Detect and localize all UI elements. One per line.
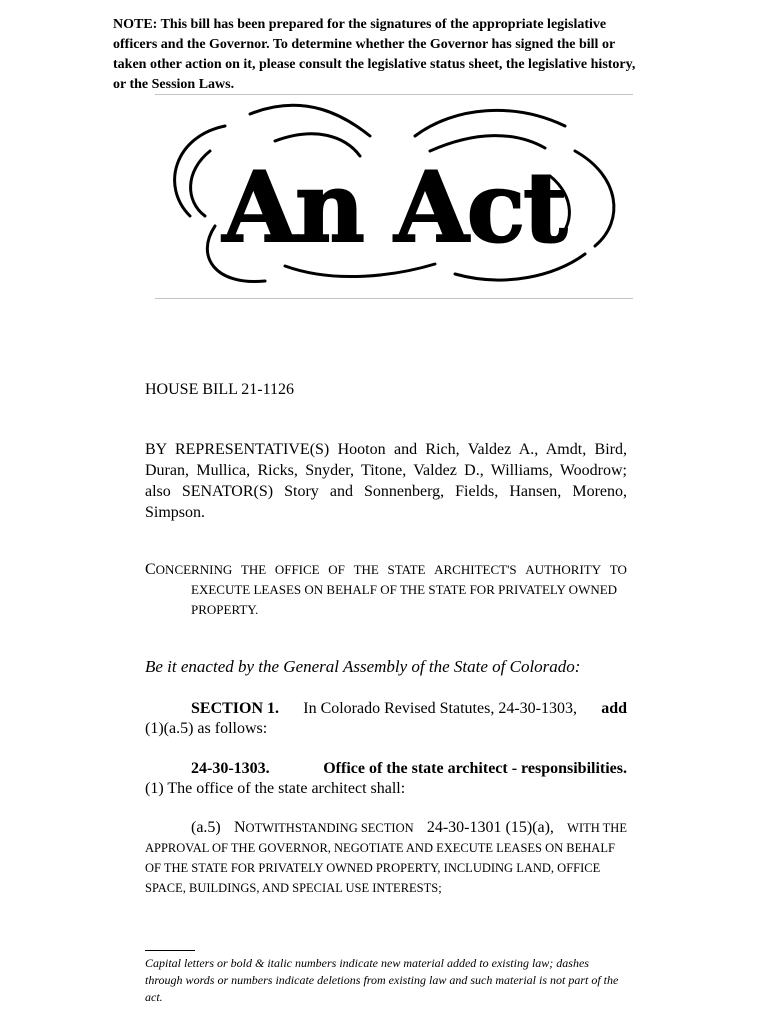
title-word: ARCHITECT'S xyxy=(434,562,517,577)
title-word: THE xyxy=(353,562,379,577)
enacting-clause: Be it enacted by the General Assembly of the State of Colorado: xyxy=(145,657,581,676)
an-act-text: An Act xyxy=(222,151,566,264)
bill-title xyxy=(145,560,627,620)
section-1 xyxy=(145,699,627,739)
title-word: OFFICE xyxy=(274,562,320,577)
paragraph-initial: N xyxy=(233,819,246,836)
bill-title-line-2: EXECUTE LEASES ON BEHALF OF THE STATE FOR PRIVATELY OWNED xyxy=(191,582,618,597)
statute-heading: Office of the state architect - responsibilities. xyxy=(323,760,627,777)
paragraph-label: (a.5) xyxy=(191,819,221,836)
statute-number: 24-30-1303. xyxy=(191,760,270,777)
section-text-line-2: (1)(a.5) as follows: xyxy=(145,720,268,737)
paragraph-word: OTWITHSTANDING SECTION xyxy=(245,821,414,835)
paragraph-line-3: OF THE STATE FOR PRIVATELY OWNED PROPERTY, INCLUDING LAND, OFFICE xyxy=(145,861,601,875)
legislative-note: NOTE: This bill has been prepared for the signatures of the appropriate legislative officers and the Governor. To determine whether the Governor has signed the bill or taken other action on it, please consult the legislative status sheet, the legislative history, or the Session Laws. xyxy=(113,17,636,92)
title-initial: C xyxy=(145,561,156,578)
banner-top-rule xyxy=(155,94,633,95)
paragraph-line-2: APPROVAL OF THE GOVERNOR, NEGOTIATE AND EXECUTE LEASES ON BEHALF xyxy=(145,841,615,855)
title-word: OF xyxy=(328,562,345,577)
an-act-banner xyxy=(155,96,633,296)
footnote: Capital letters or bold & italic numbers indicate new material added to existing law; dashes through words or numbers indicate deletions from existing law and such material is not part of the act. xyxy=(145,956,619,1004)
sponsors: BY REPRESENTATIVE(S) Hooton and Rich, Valdez A., Amdt, Bird, Duran, Mullica, Ricks, Snyder, Titone, Valdez D., Williams, Woodrow; also SENATOR(S) Story and Sonnenberg, Fields, Hansen, Moreno, Simpson. xyxy=(145,441,627,521)
section-add: add xyxy=(601,700,627,717)
section-reference: 24-30-1301 (15)(a), xyxy=(426,819,554,836)
title-word: STATE xyxy=(387,562,426,577)
paragraph-word: WITH THE xyxy=(567,821,627,835)
section-text: In Colorado Revised Statutes, 24-30-1303, xyxy=(303,700,577,717)
new-paragraph-a5 xyxy=(145,818,627,898)
title-word: THE xyxy=(240,562,267,577)
statute-block xyxy=(145,759,627,799)
title-word: AUTHORITY xyxy=(525,562,602,577)
section-heading: SECTION 1. xyxy=(191,700,280,717)
bill-title-line-3: PROPERTY. xyxy=(191,602,259,617)
paragraph-line-4: SPACE, BUILDINGS, AND SPECIAL USE INTERESTS; xyxy=(145,881,442,895)
statute-subsection: (1) The office of the state architect shall: xyxy=(145,780,406,797)
footnote-rule xyxy=(145,950,195,951)
banner-bottom-rule xyxy=(155,298,633,299)
bill-title-line-1 xyxy=(145,560,627,580)
title-word: ONCERNING xyxy=(155,562,233,577)
title-word: TO xyxy=(609,562,627,577)
bill-number: HOUSE BILL 21-1126 xyxy=(145,381,295,398)
